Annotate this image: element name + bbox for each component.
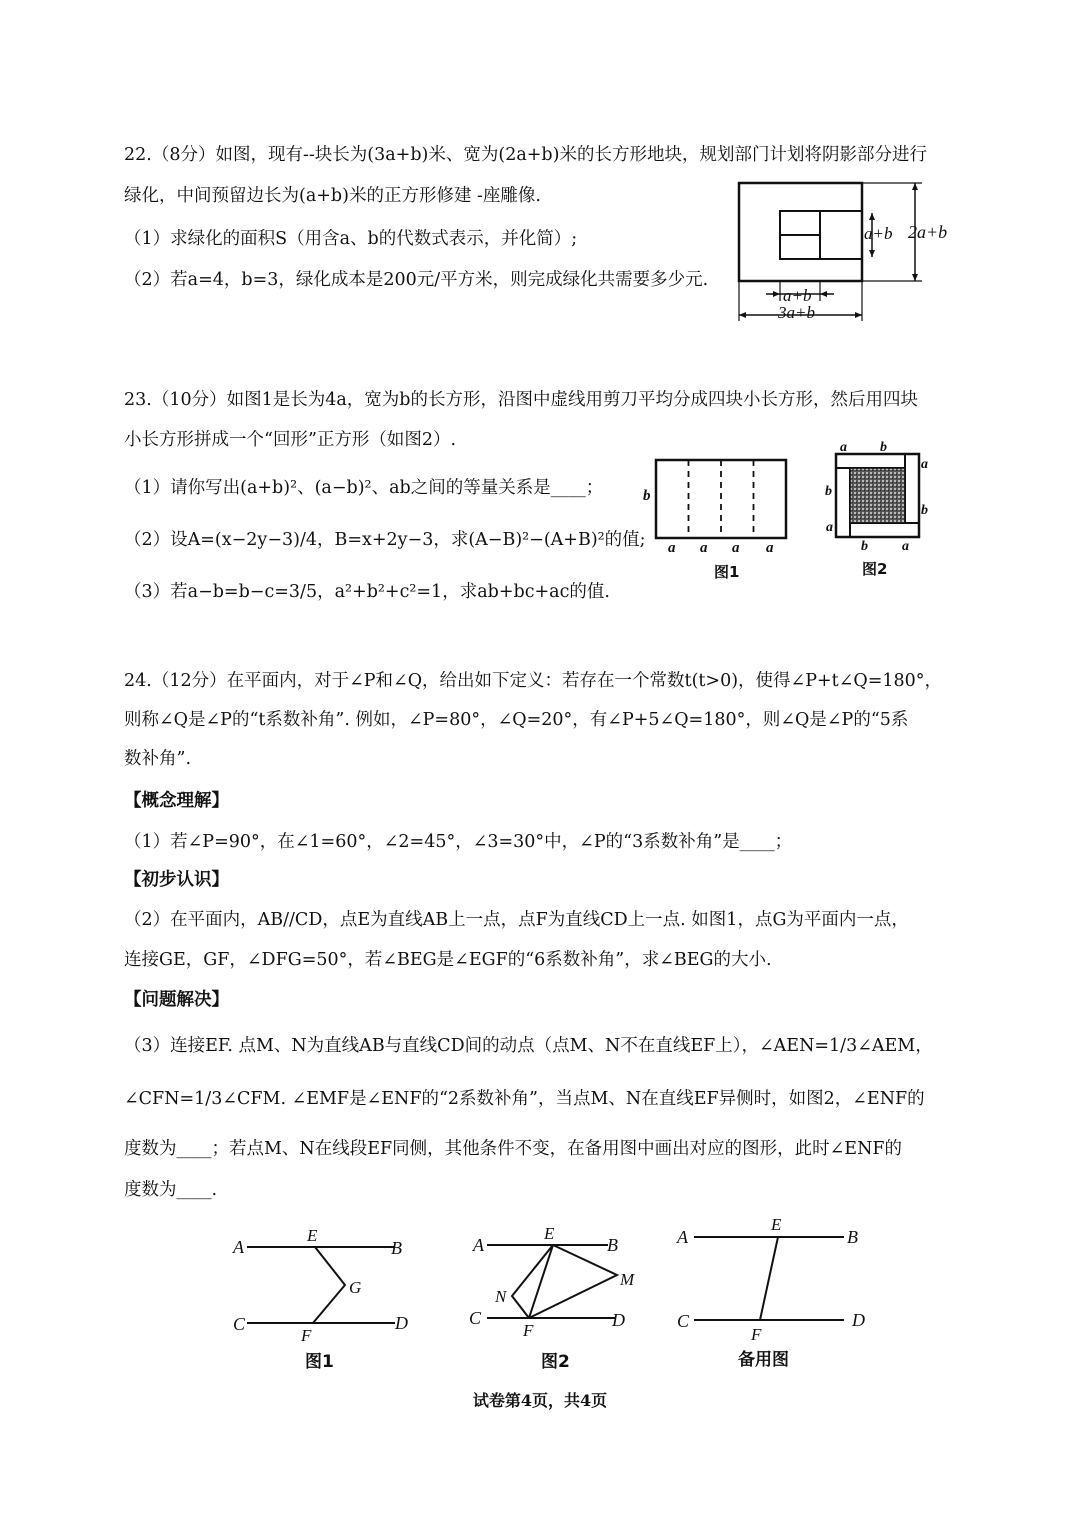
q22-sub2: （2）若a=4，b=3，绿化成本是200元/平方米，则完成绿化共需要多少元. (124, 270, 709, 290)
q22-outer-rect (739, 183, 862, 281)
q24-sub3-line4: 度数为____. (124, 1180, 218, 1200)
q22-label-inner: a+b (864, 224, 893, 243)
q24-f1-B: B (391, 1238, 402, 1258)
q22-label-height: 2a+b (908, 222, 948, 242)
q24-line3: 数补角”. (124, 749, 192, 769)
q24-heading-initial: 【初步认识】 (124, 870, 229, 890)
q23-line2: 小长方形拼成一个“回形”正方形（如图2）. (124, 430, 457, 450)
q23-fig1-bottom-a4: a (766, 540, 774, 556)
q24-line2: 则称∠Q是∠P的“t系数补角”. 例如，∠P=80°，∠Q=20°，有∠P+5∠Q=180°，则∠Q是∠P的“5系 (124, 710, 909, 730)
q24-f3-B: B (847, 1227, 858, 1247)
q24-f3-C: C (677, 1311, 690, 1331)
q23-fig1-bottom-a1: a (668, 540, 676, 556)
q23-fig1-side-label: b (643, 488, 651, 504)
q24-figure3 (672, 1210, 882, 1379)
q23-fig2-bottom-a: a (902, 539, 909, 554)
q22-line2: 绿化，中间预留边长为(a+b)米的正方形修建 -座雕像. (124, 186, 541, 206)
q24-sub1: （1）若∠P=90°，在∠1=60°，∠2=45°，∠3=30°中，∠P的“3系数补角”是____； (124, 832, 793, 852)
q24-sub2-line2: 连接GE，GF，∠DFG=50°，若∠BEG是∠EGF的“6系数补角”，求∠BEG的大小. (124, 950, 772, 970)
q24-f1-E: E (307, 1226, 318, 1245)
q24-sub3-line3: 度数为____；若点M、N在线段EF同侧，其他条件不变，在备用图中画出对应的图形，此时∠ENF的 (124, 1139, 903, 1159)
q24-f3-D: D (852, 1310, 865, 1330)
q24-f1-C: C (233, 1314, 246, 1334)
q22-label-width: 3a+b (778, 303, 815, 322)
q24-figure2 (465, 1215, 655, 1379)
q23-fig2-top-a: a (840, 440, 847, 455)
q23-fig1-bottom-a3: a (732, 540, 740, 556)
q23-line1: 23.（10分）如图1是长为4a，宽为b的长方形，沿图中虚线用剪刀平均分成四块小长方形，然后用四块 (124, 390, 918, 410)
q23-fig2-left-b: b (825, 484, 832, 499)
q22-sub1: （1）求绿化的面积S（用含a、b的代数式表示，并化简）; (124, 229, 578, 249)
q23-sub3: （3）若a−b=b−c=3/5，a²+b²+c²=1，求ab+bc+ac的值. (124, 582, 610, 602)
q24-f2-A: A (473, 1235, 484, 1255)
q22-line1: 22.（8分）如图，现有--块长为(3a+b)米、宽为(2a+b)米的长方形地块，规划部门计划将阴影部分进行 (124, 145, 927, 165)
page-footer: 试卷第4页，共4页 (472, 1391, 608, 1410)
q24-f3-A: A (677, 1227, 688, 1247)
q23-figure1 (640, 450, 800, 589)
q24-f2-B: B (607, 1235, 618, 1255)
q24-f1-G: G (349, 1278, 362, 1297)
q24-f2-E: E (544, 1224, 555, 1243)
q24-line1: 24.（12分）在平面内，对于∠P和∠Q，给出如下定义：若存在一个常数t(t>0)，使得∠P+t∠Q=180°， (124, 671, 943, 691)
q23-sub1: （1）请你写出(a+b)²、(a−b)²、ab之间的等量关系是____； (124, 478, 604, 498)
q23-fig2-left-a: a (826, 520, 833, 535)
q23-fig1-bottom-a2: a (700, 540, 708, 556)
q24-f1-A: A (233, 1237, 244, 1257)
q23-fig2-caption: 图2 (862, 560, 888, 578)
q24-f2-M: M (620, 1270, 635, 1289)
q24-f3-caption: 备用图 (738, 1350, 789, 1370)
q23-fig1-caption: 图1 (714, 563, 740, 581)
q24-f2-F: F (523, 1321, 534, 1340)
q24-f2-N: N (495, 1287, 507, 1306)
q24-figure1 (225, 1215, 425, 1379)
q23-fig2-top-b: b (880, 440, 887, 455)
q23-sub2: （2）设A=(x−2y−3)/4，B=x+2y−3，求(A−B)²−(A+B)²的值; (124, 530, 646, 550)
q24-f1-F: F (301, 1326, 312, 1345)
q24-heading-concept: 【概念理解】 (124, 791, 229, 811)
q24-sub3-line2: ∠CFN=1/3∠CFM. ∠EMF是∠ENF的“2系数补角”，当点M、N在直线EF异侧时，如图2，∠ENF的 (124, 1089, 925, 1109)
q24-f2-C: C (469, 1308, 482, 1328)
q23-fig2-center-square (850, 468, 905, 523)
q24-f3-F: F (751, 1325, 762, 1344)
q23-fig2-right-b: b (921, 503, 928, 518)
q24-f3-E: E (771, 1215, 782, 1234)
q24-sub3-line1: （3）连接EF. 点M、N为直线AB与直线CD间的动点（点M、N不在直线EF上），∠AEN=1/3∠AEM， (124, 1036, 933, 1056)
q24-f1-caption: 图1 (305, 1352, 334, 1372)
q24-f1-D: D (395, 1313, 408, 1333)
q22-label-bottom-inner: a+b (783, 286, 812, 305)
q23-figure2 (822, 440, 942, 584)
q24-f2-caption: 图2 (541, 1352, 570, 1372)
q24-heading-solve: 【问题解决】 (124, 990, 229, 1010)
q24-f2-D: D (612, 1310, 625, 1330)
q22-figure (730, 176, 960, 330)
q24-sub2-line1: （2）在平面内，AB//CD，点E为直线AB上一点，点F为直线CD上一点. 如图1，点G为平面内一点， (124, 910, 909, 930)
q23-fig2-right-a: a (921, 457, 928, 472)
q23-fig2-bottom-b: b (861, 539, 868, 554)
